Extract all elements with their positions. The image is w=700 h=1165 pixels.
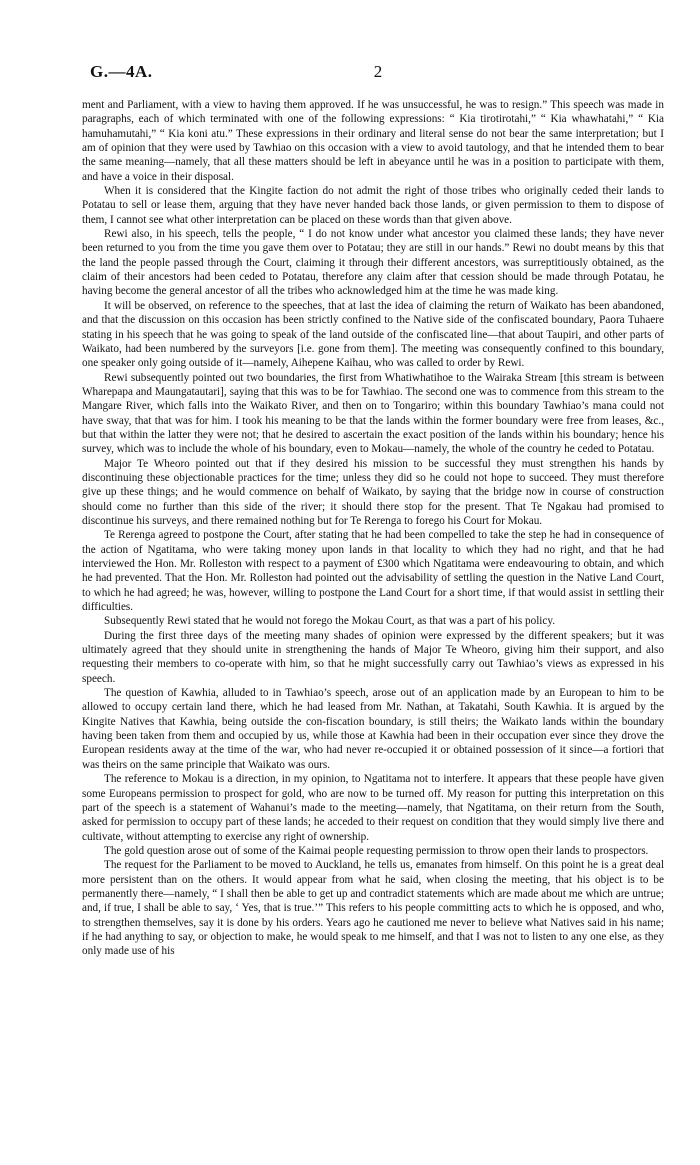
page-header: [90, 62, 666, 88]
paragraph: Te Rerenga agreed to postpone the Court, after stating that he had been compelled to take the step he had in consequence of the action of Ngatitama, who were taking money upon lands in that locality to which they had no right, and that he had interviewed the Hon. Mr. Rolleston with respect to a payment of £300 which Ngatitama were endeavouring to obtain, and which he had prevented. That the Hon. Mr. Rolleston had pointed out the advisability of settling the question in the Native Land Court, to which he had agreed; he was, however, willing to postpone the Land Court for a short time, if that would assist in settling their difficulties.: [82, 529, 664, 614]
paragraph: The request for the Parliament to be moved to Auckland, he tells us, emanates from himself. On this point he is a great deal more persistent than on the others. It would appear from what he said, when closing the meeting, that his object is to be permanently there—namely, “ I shall then be able to get up and contradict statements which are made about me which are untrue; and, if true, I shall be able to say, ‘ Yes, that is true.’” This refers to his people committing acts to which he is opposed, and who, to strengthen themselves, say it is done by his orders. Years ago he cautioned me never to believe what Natives said in his name; if he had anything to say, or objection to make, he would speak to me himself, and that I was not to listen to any one else, as they only made use of his: [82, 859, 664, 958]
body-text: [82, 98, 664, 959]
paragraph: The gold question arose out of some of the Kaimai people requesting permission to throw open their lands to prospectors.: [104, 844, 649, 857]
paragraph: The question of Kawhia, alluded to in Tawhiao’s speech, arose out of an application made by an European to him to be allowed to occupy certain land there, which he had leased from Mr. Nathan, at Takatahi, South Kawhia. It is argued by the Kingite Natives that Kawhia, being outside the con-fiscation boundary, is still theirs; the Waikato lands within the boundary having been taken from them and occupied by us, while those at Kawhia had been in their occupation ever since they drove the European residents away at the time of the war, who had never re-occupied it or obtained possession of it since—a fortiori that was theirs on the same principle that Waikato was ours.: [82, 687, 664, 771]
paragraph: When it is considered that the Kingite faction do not admit the right of those tribes who originally ceded their lands to Potatau to sell or lease them, arguing that they have never handed back those lands, or given permission to them to dispose of them, I cannot see what other interpretation can be placed on these words than that given above.: [82, 185, 664, 226]
page-number: 2: [373, 62, 383, 81]
paragraph: The reference to Mokau is a direction, in my opinion, to Ngatitama not to interfere. It appears that these people have given some Europeans permission to prospect for gold, who are now to be turned off. My reason for putting this interpretation on this part of the speech is a statement of Wahanui’s made to the meeting—namely, that Ngatitama, on their return from the South, asked for permission to occupy part of these lands; he acceded to their request on condition that they would simply live there and cultivate, without attempting to exercise any right of ownership.: [82, 773, 664, 843]
paragraph: Rewi subsequently pointed out two boundaries, the first from Whatiwhatihoe to the Wairaka Stream [this stream is between Wharepapa and Maungatautari], saying that this was to be for Tawhiao. The second one was to commence from this stream to the Mangare River, which falls into the Waikato River, and then on to Tongariro; within this boundary Tawhiao’s mana could not have sway, that that was for him. I took his meaning to be that the lands within the former boundary were free from leases, &c., but that within the latter they were not; that he desired to ascertain the exact position of the lands within his boundary; hence his survey, which was to include the whole of his boundary, even to Mokau—namely, the whole of the country he ceded to Potatau.: [82, 371, 664, 456]
paragraph: ment and Parliament, with a view to having them approved. If he was unsuccessful, he was to resign.” This speech was made in paragraphs, each of which terminated with one of the following expressions: “ Kia tirotirotahi,” “ Kia whawhatahi,” “ Kia hamuhamutahi,” “ Kia koni atu.” These expressions in their ordinary and literal sense do not bear the same interpretation; but I am of opinion that they were used by Tawhiao on this occasion with a view to avoid tautology, and that he intended them to bear the same meaning—namely, that all these matters should be left in abeyance until he was in a position to participate with them, and have a voice in their disposal.: [82, 99, 664, 183]
paragraph: During the first three days of the meeting many shades of opinion were expressed by the different speakers; but it was ultimately agreed that they should unite in strengthening the hands of Major Te Wheoro, giving him their support, and also requesting their members to co-operate with him, so that he might successfully carry out Tawhiao’s views as expressed in his speech.: [82, 629, 664, 685]
document-reference: G.—4A.: [90, 62, 153, 81]
paragraph: Major Te Wheoro pointed out that if they desired his mission to be successful they must strengthen his hands by discontinuing these objectionable practices for the time; unless they did so he could not hope to succeed. They must therefore give up these things; and he would commence on behalf of Waikato, by saying that the bridge now in course of construction should come no further than this side of the river; it should there stop for the present. That Te Ngakau had promised to discontinue his surveys, and there remained nothing but for Te Rerenga to forego his Court for Mokau.: [82, 457, 664, 527]
paragraph: Subsequently Rewi stated that he would not forego the Mokau Court, as that was a part of his policy.: [104, 615, 556, 628]
paragraph: It will be observed, on reference to the speeches, that at last the idea of claiming the return of Waikato has been abandoned, and that the discussion on this occasion has been strictly confined to the Native side of the confiscated boundary, Paora Tuhaere stating in his speech that he was going to speak of the land outside of the confiscated line—that about Taupiri, and other parts of Waikato, had been numbered by the surveyors [i.e. gone from them]. The meeting was consequently confined to this boundary, one speaker only going outside of it—namely, Aihepene Kaihau, who was called to order by Rewi.: [82, 299, 664, 370]
paragraph: Rewi also, in his speech, tells the people, “ I do not know under what ancestor you claimed these lands; they have never been returned to you from the time you gave them over to Potatau; they are still in our hands.” Rewi no doubt means by this that the land the people passed through the Court, claiming it through their different ancestors, was surreptitiously obtained, as the claim of their ancestors had been ceded to Potatau, therefore any claim after that cession should be made through Potatau, he having become the general ancestor of all the tribes who acknowledged him at the time he was made king.: [82, 228, 664, 298]
